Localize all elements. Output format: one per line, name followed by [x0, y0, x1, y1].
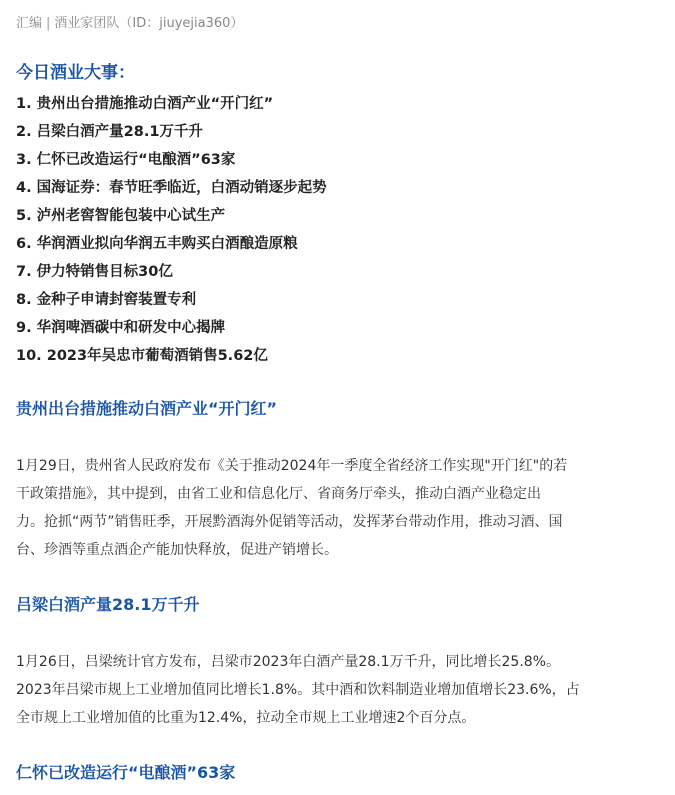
headline-item: 9. 华润啤酒碳中和研发中心揭牌 [16, 320, 226, 336]
headline-item: 8. 金种子申请封窖装置专利 [16, 292, 197, 308]
headline-item: 5. 泸州老窖智能包装中心试生产 [16, 208, 226, 224]
headline-item: 3. 仁怀已改造运行“电酿酒”63家 [16, 152, 236, 168]
headline-item: 2. 吕梁白酒产量28.1万千升 [16, 124, 203, 140]
headline-item: 10. 2023年吴忠市葡萄酒销售5.62亿 [16, 348, 268, 364]
headlines-summary [16, 62, 659, 370]
headline-item: 4. 国海证券：春节旺季临近，白酒动销逐步起势 [16, 180, 327, 196]
section-title-guizhou: 贵州出台措施推动白酒产业“开门红” [16, 399, 278, 418]
paragraph-line: 2023年吕梁市规上工业增加值同比增长1.8%。其中酒和饮料制造业增加值增长23.6%，占 [16, 682, 580, 698]
paragraph-line: 力。抢抓“两节”销售旺季，开展黔酒海外促销等活动，发挥茅台带动作用，推动习酒、国 [16, 514, 563, 530]
headlines-title: 今日酒业大事： [16, 63, 135, 83]
section-body-guizhou [16, 452, 659, 564]
headline-item: 6. 华润酒业拟向华润五丰购买白酒酿造原粮 [16, 236, 298, 252]
credit-label: 汇编 [16, 16, 43, 31]
credit-text: 酒业家团队（ID：jiuyejia360） [54, 16, 244, 31]
credit-line [16, 12, 243, 31]
paragraph-line: 台、珍酒等重点酒企产能加快释放，促进产销增长。 [16, 542, 338, 558]
section-title-renhuai: 仁怀已改造运行“电酿酒”63家 [16, 763, 236, 782]
headlines-list [16, 90, 659, 370]
headline-item: 1. 贵州出台措施推动白酒产业“开门红” [16, 96, 274, 112]
paragraph-line: 干政策措施》，其中提到，由省工业和信息化厅、省商务厅牵头，推动白酒产业稳定出 [16, 486, 541, 502]
paragraph-line: 1月29日，贵州省人民政府发布《关于推动2024年一季度全省经济工作实现"开门红"的若 [16, 458, 568, 474]
section-title-lvliang: 吕梁白酒产量28.1万千升 [16, 595, 200, 614]
section-body-lvliang [16, 648, 659, 732]
paragraph-line: 1月26日，吕梁统计官方发布，吕梁市2023年白酒产量28.1万千升，同比增长25.8%。 [16, 654, 560, 670]
credit-separator: | [46, 16, 51, 31]
paragraph-line: 全市规上工业增加值的比重为12.4%，拉动全市规上工业增速2个百分点。 [16, 710, 476, 726]
headline-item: 7. 伊力特销售目标30亿 [16, 264, 173, 280]
